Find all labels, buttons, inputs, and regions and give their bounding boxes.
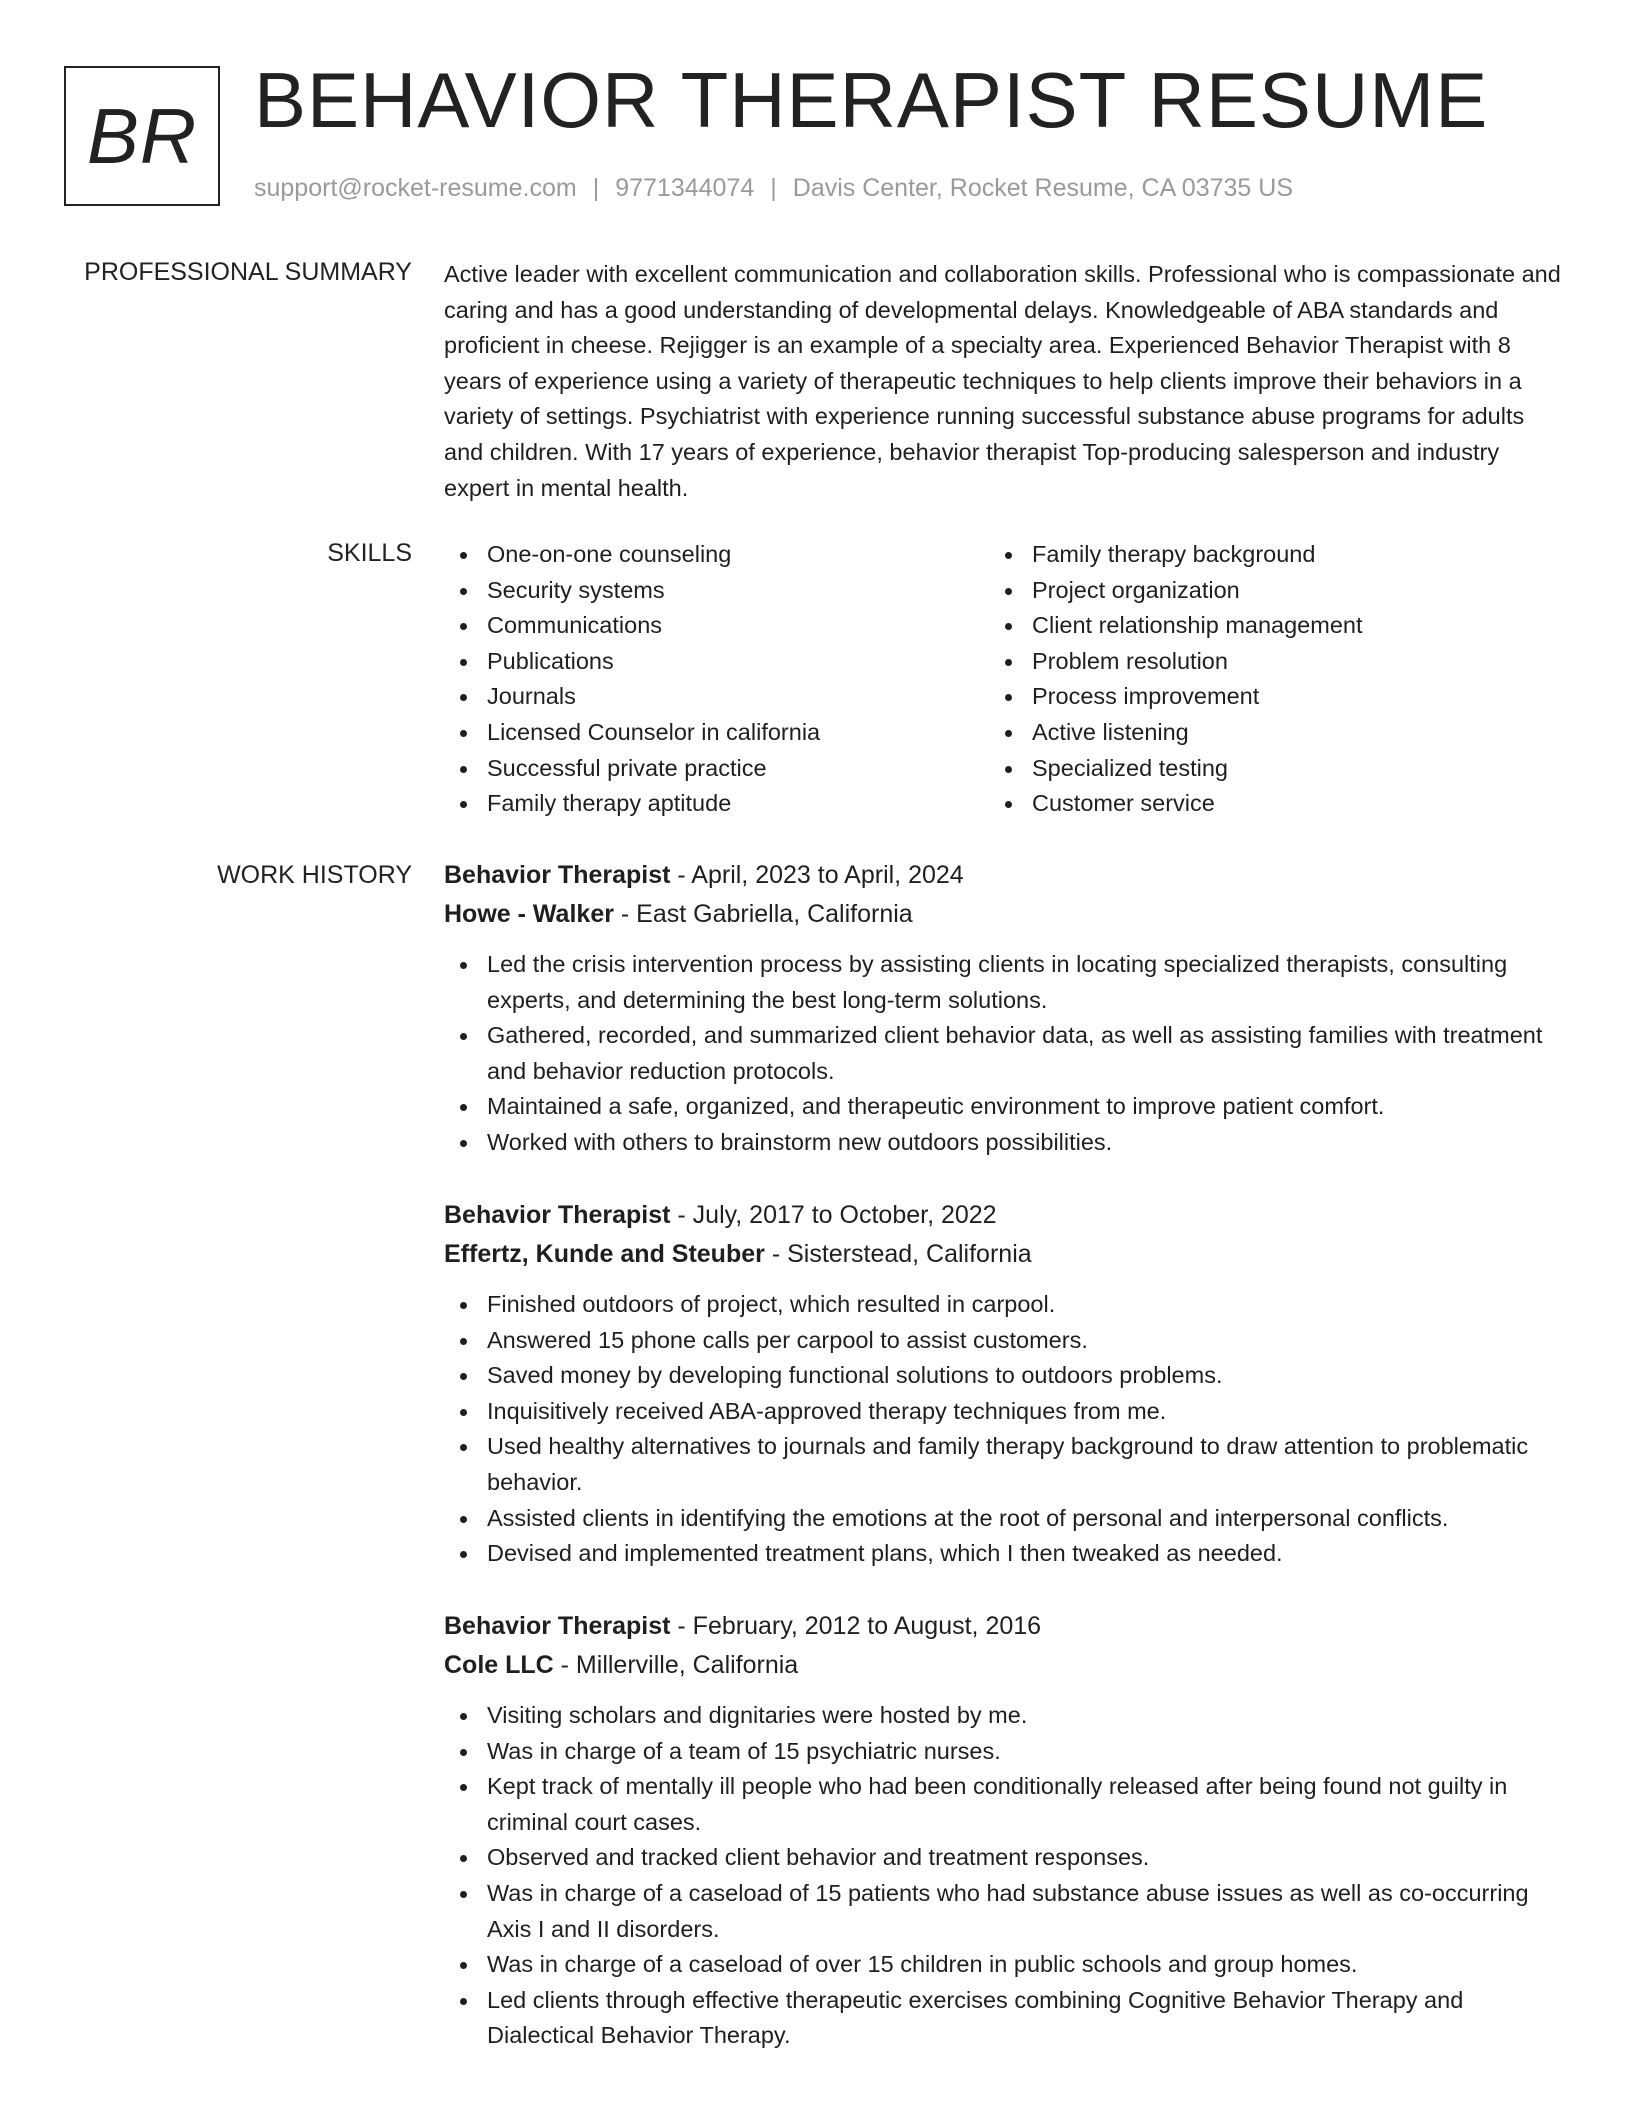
page-title: BEHAVIOR THERAPIST RESUME (254, 56, 1489, 144)
job-title: Behavior Therapist (444, 861, 671, 889)
job-bullets (444, 947, 1564, 1161)
contact-line (254, 174, 1293, 203)
job-title-line (444, 1196, 1564, 1235)
job-title-line (444, 1607, 1564, 1646)
list-item: Led clients through effective therapeutic exercises combining Cognitive Behavior Therapy and Dialectical Behavior Therapy. (444, 1983, 1564, 2054)
list-item: Used healthy alternatives to journals and family therapy background to draw attention to problematic behavior. (444, 1429, 1564, 1500)
contact-email[interactable]: support@rocket-resume.com (254, 174, 577, 202)
skills-list (444, 537, 1564, 822)
contact-address: Davis Center, Rocket Resume, CA 03735 US (792, 174, 1293, 202)
skill-item: Active listening (989, 715, 1363, 751)
list-item: Saved money by developing functional solutions to outdoors problems. (444, 1358, 1564, 1394)
skill-item: Problem resolution (989, 644, 1363, 680)
job-company: Howe - Walker (444, 899, 614, 928)
list-item: Inquisitively received ABA-approved therapy techniques from me. (444, 1394, 1564, 1430)
skill-item: Security systems (444, 573, 989, 609)
monogram-logo: BR (64, 66, 220, 206)
skill-item: Successful private practice (444, 751, 989, 787)
skill-item: Client relationship management (989, 608, 1363, 644)
separator: | (592, 174, 600, 202)
job-bullets (444, 1287, 1564, 1572)
job-entry (444, 1607, 1564, 2054)
summary-text: Active leader with excellent communication and collaboration skills. Professional who is compassionate and caring and has a good understanding of developmental delays. Knowledgeable of ABA standards and proficient in cheese. Rejigger is an example of a specialty area. Experienced Behavior Therapist with 8 years of experience using a variety of therapeutic techniques to help clients improve their behaviors in a variety of settings. Psychiatrist with experience running successful substance abuse programs for adults and children. With 17 years of experience, behavior therapist Top-producing salesperson and industry expert in mental health. (444, 261, 1561, 501)
skill-item: Process improvement (989, 679, 1363, 715)
separator: | (770, 174, 777, 202)
list-item: Was in charge of a caseload of over 15 children in public schools and group homes. (444, 1947, 1564, 1983)
job-title: Behavior Therapist (444, 1612, 671, 1640)
job-dates: - February, 2012 to August, 2016 (670, 1612, 1042, 1640)
job-location: - East Gabriella, California (613, 899, 913, 928)
job-entry (444, 1196, 1564, 1572)
list-item: Maintained a safe, organized, and therapeutic environment to improve patient comfort. (444, 1089, 1564, 1125)
list-item: Kept track of mentally ill people who had been conditionally released after being found not guilty in criminal court cases. (444, 1769, 1564, 1840)
skill-item: Publications (444, 644, 989, 680)
job-company-line (444, 895, 1564, 934)
section-label-skills: SKILLS (327, 539, 412, 567)
skill-item: One-on-one counseling (444, 537, 989, 573)
list-item: Was in charge of a team of 15 psychiatric nurses. (444, 1734, 1564, 1770)
skill-item: Customer service (989, 786, 1363, 822)
skill-item: Licensed Counselor in california (444, 715, 989, 751)
job-dates: - July, 2017 to October, 2022 (670, 1201, 997, 1229)
job-title-line (444, 856, 1564, 895)
job-dates: - April, 2023 to April, 2024 (670, 861, 964, 889)
list-item: Devised and implemented treatment plans, which I then tweaked as needed. (444, 1536, 1564, 1572)
list-item: Was in charge of a caseload of 15 patients who had substance abuse issues as well as co-occurring Axis I and II disorders. (444, 1876, 1564, 1947)
skill-item: Journals (444, 679, 989, 715)
job-company: Cole LLC (444, 1650, 554, 1679)
job-bullets (444, 1698, 1564, 2054)
job-company: Effertz, Kunde and Steuber (444, 1239, 765, 1268)
skill-item: Project organization (989, 573, 1363, 609)
section-label-summary: PROFESSIONAL SUMMARY (84, 258, 412, 286)
skill-item: Family therapy background (989, 537, 1363, 573)
list-item: Gathered, recorded, and summarized client behavior data, as well as assisting families with treatment and behavior reduction protocols. (444, 1018, 1564, 1089)
job-location: - Millerville, California (553, 1650, 799, 1679)
list-item: Assisted clients in identifying the emotions at the root of personal and interpersonal conflicts. (444, 1501, 1564, 1537)
list-item: Finished outdoors of project, which resulted in carpool. (444, 1287, 1564, 1323)
skill-item: Communications (444, 608, 989, 644)
job-entry (444, 856, 1564, 1161)
list-item: Visiting scholars and dignitaries were hosted by me. (444, 1698, 1564, 1734)
job-company-line (444, 1646, 1564, 1685)
job-title: Behavior Therapist (444, 1201, 671, 1229)
skills-column-1 (444, 537, 989, 822)
job-company-line (444, 1235, 1564, 1274)
list-item: Worked with others to brainstorm new outdoors possibilities. (444, 1125, 1564, 1161)
list-item: Answered 15 phone calls per carpool to assist customers. (444, 1323, 1564, 1359)
contact-phone[interactable]: 9771344074 (615, 174, 755, 202)
list-item: Led the crisis intervention process by assisting clients in locating specialized therapists, consulting experts, and determining the best long-term solutions. (444, 947, 1564, 1018)
job-location: - Sisterstead, California (764, 1239, 1032, 1268)
skill-item: Specialized testing (989, 751, 1363, 787)
skill-item: Family therapy aptitude (444, 786, 989, 822)
list-item: Observed and tracked client behavior and treatment responses. (444, 1840, 1564, 1876)
skills-column-2 (989, 537, 1363, 822)
section-label-work-history: WORK HISTORY (217, 861, 412, 889)
